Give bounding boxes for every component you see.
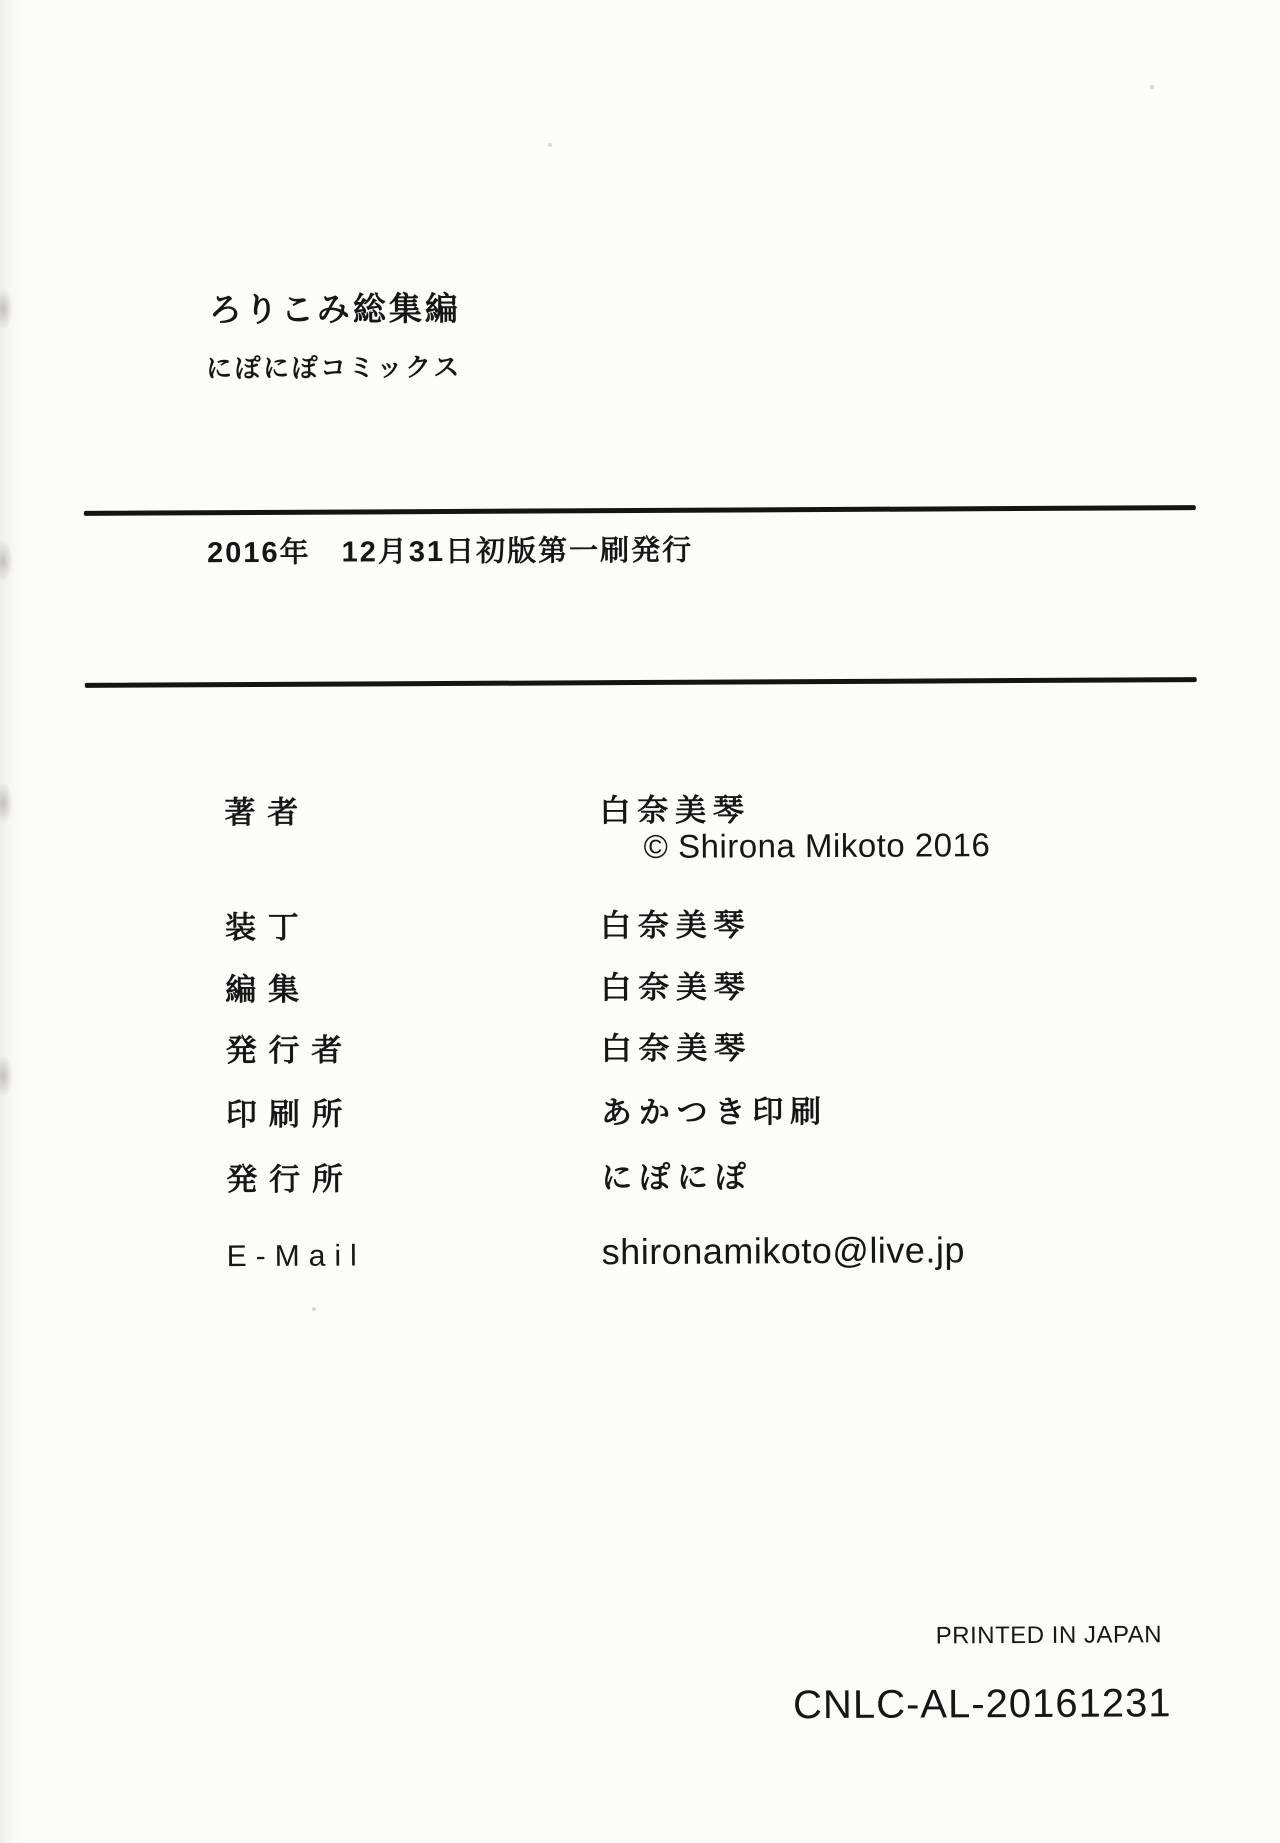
credit-value: にぽにぽ [601, 1159, 753, 1196]
credit-row-design [225, 899, 752, 947]
email-address: shironamikoto@live.jp [601, 1229, 966, 1273]
credit-value: 白奈美琴 [599, 792, 751, 829]
credit-row-publishing-house [226, 1151, 753, 1199]
credit-value: 白奈美琴 [600, 969, 752, 1006]
catalog-code: CNLC-AL-20161231 [792, 1681, 1172, 1728]
credit-value: 白奈美琴 [599, 907, 752, 944]
divider-top [84, 505, 1196, 516]
credit-row-publisher-person [226, 1022, 753, 1070]
credit-label: E-Mail [226, 1239, 366, 1274]
credit-row-author [224, 784, 751, 832]
credit-label: 発行所 [226, 1161, 355, 1198]
book-title: ろりこみ総集編 [208, 289, 461, 329]
credit-label: 発行者 [225, 1032, 355, 1069]
credit-label: 装丁 [224, 909, 311, 946]
edition-line: 2016年 12月31日初版第一刷発行 [206, 534, 694, 570]
credit-row-editing [225, 961, 752, 1009]
credit-label: 印刷所 [225, 1096, 355, 1133]
credit-label: 著者 [224, 794, 311, 831]
divider-bottom [85, 677, 1197, 688]
credit-value: 白奈美琴 [600, 1030, 753, 1067]
imprint-series-label: にぽにぽコミックス [206, 351, 462, 384]
printed-in-japan-label: PRINTED IN JAPAN [935, 1621, 1163, 1650]
copyright-note: © Shirona Mikoto 2016 [643, 826, 991, 865]
credit-label: 編集 [225, 971, 312, 1008]
credit-row-printer [226, 1086, 828, 1134]
credit-row-email [227, 1229, 965, 1275]
credit-value: あかつき印刷 [600, 1094, 829, 1131]
